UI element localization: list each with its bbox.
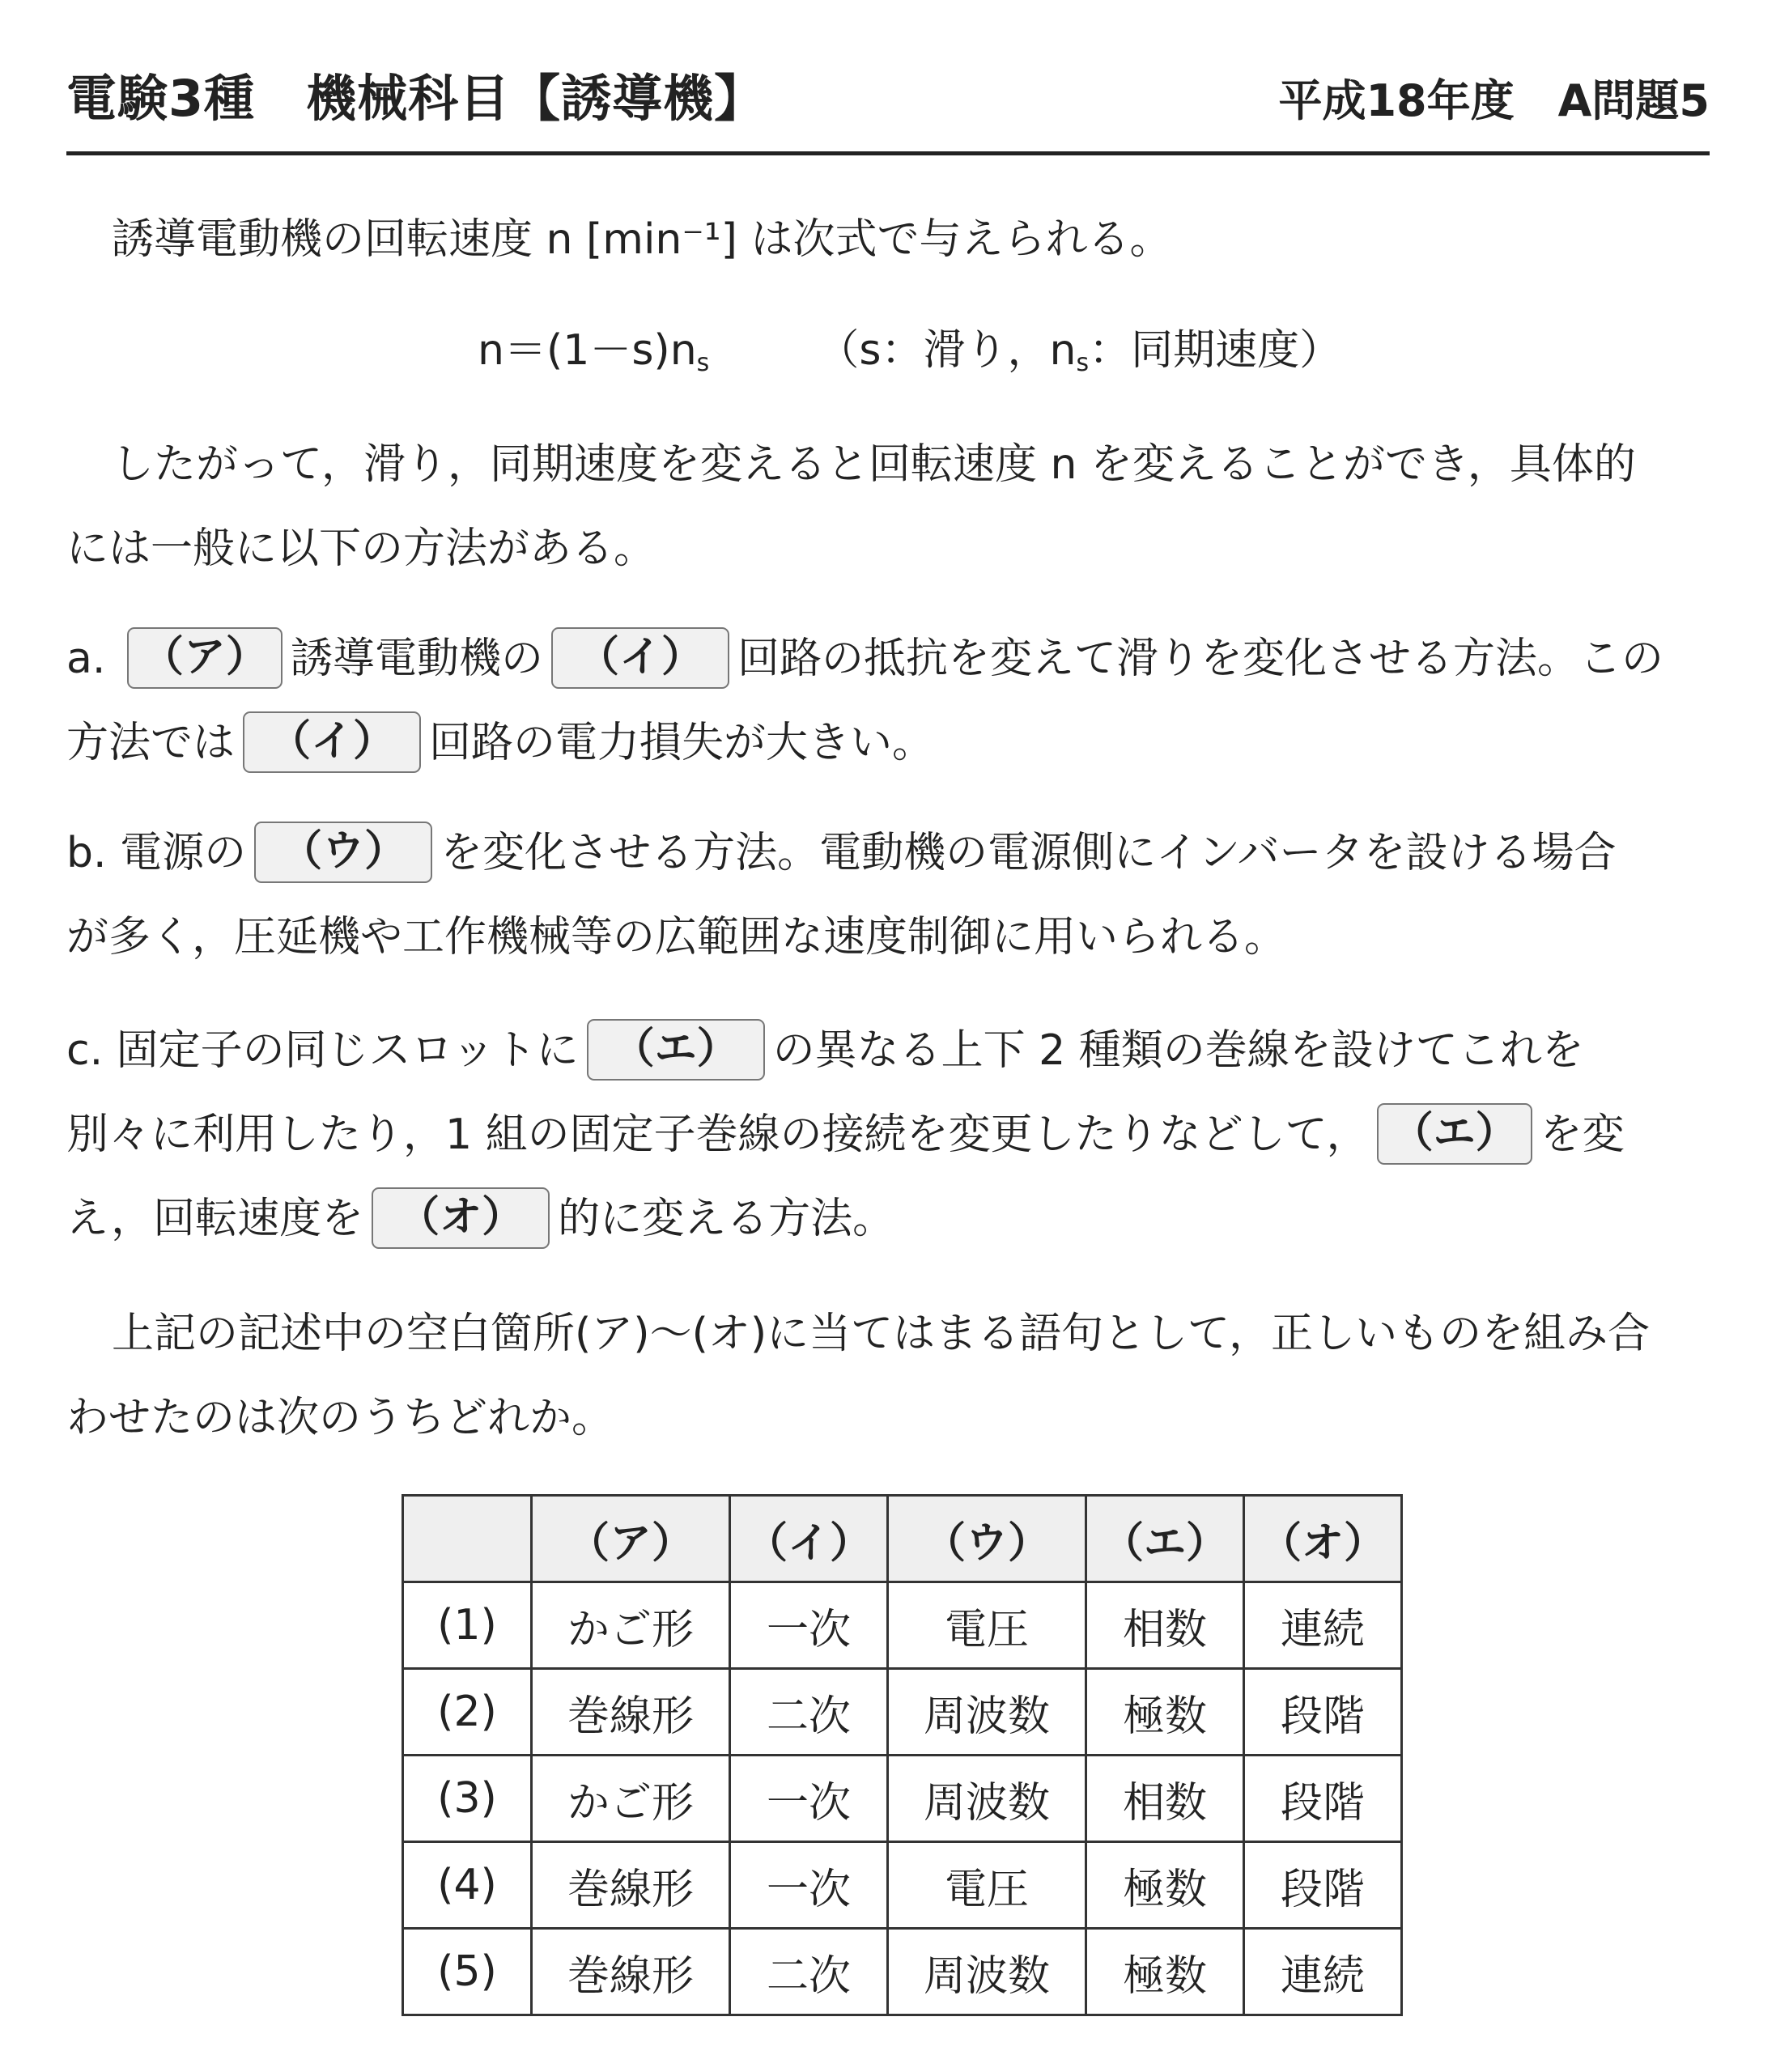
question-line-2: わせたのは次のうちどれか。 — [66, 1394, 614, 1442]
table-cell: かご形 — [532, 1582, 730, 1669]
table-cell: 一次 — [730, 1756, 888, 1842]
item-b-line-2: が多く，圧延機や工作機械等の広範囲な速度制御に用いられる。 — [66, 913, 1286, 962]
table-cell: 一次 — [730, 1582, 888, 1669]
table-row — [403, 1756, 1402, 1842]
table-row — [403, 1582, 1402, 1669]
table-cell: 電圧 — [888, 1582, 1086, 1669]
formula-lhs: n＝(1－s)n — [478, 326, 697, 375]
header-cell-u: （ウ） — [888, 1496, 1086, 1582]
speed-formula — [478, 316, 1341, 377]
table-row — [403, 1842, 1402, 1929]
table-cell: 段階 — [1244, 1669, 1402, 1756]
page-title: 電験3種 機械科目【誘導機】 — [66, 69, 766, 128]
item-c-text-2: 別々に利用したり，1 組の固定子巻線の接続を変更したりなどして， — [66, 1110, 1369, 1159]
table-cell: 周波数 — [888, 1929, 1086, 2015]
formula-note: （s：滑り，n — [817, 326, 1077, 375]
choice-number: (2) — [403, 1669, 532, 1756]
table-cell: 一次 — [730, 1842, 888, 1929]
blank-u: （ウ） — [254, 822, 432, 883]
table-cell: 相数 — [1086, 1582, 1244, 1669]
intro-line: 誘導電動機の回転速度 n [min⁻¹] は次式で与えられる。 — [112, 215, 1172, 264]
formula-note-subscript: s — [1076, 349, 1090, 377]
table-cell: 連続 — [1244, 1929, 1402, 2015]
blank-i-2: （イ） — [243, 711, 421, 773]
table-cell: 連続 — [1244, 1582, 1402, 1669]
blank-a: （ア） — [127, 627, 283, 689]
item-c-line-2 — [66, 1093, 1625, 1177]
item-c-line-3 — [66, 1177, 894, 1261]
choice-number: (3) — [403, 1756, 532, 1842]
header-cell-empty — [403, 1496, 532, 1582]
item-a-line-1 — [66, 617, 1663, 701]
question-line-1: 上記の記述中の空白箇所(ア)～(オ)に当てはまる語句として，正しいものを組み合 — [112, 1310, 1651, 1358]
page-header — [66, 58, 1710, 155]
method-line-1: したがって，滑り，同期速度を変えると回転速度 n を変えることができ，具体的 — [112, 440, 1636, 489]
item-c-prefix: c. 固定子の同じスロットに — [66, 1026, 579, 1075]
blank-i: （イ） — [551, 627, 729, 689]
item-b-prefix: b. 電源の — [66, 829, 247, 877]
header-cell-i: （イ） — [730, 1496, 888, 1582]
item-a-text-4: 回路の電力損失が大きい。 — [429, 719, 935, 767]
table-cell: 巻線形 — [532, 1842, 730, 1929]
item-c-line-1 — [66, 1008, 1584, 1093]
formula-note-close: ：同期速度） — [1089, 326, 1342, 375]
table-cell: 二次 — [730, 1929, 888, 2015]
item-c-text-4: え，回転速度を — [66, 1195, 364, 1243]
blank-e: （エ） — [587, 1019, 765, 1081]
table-cell: 極数 — [1086, 1929, 1244, 2015]
answer-table — [402, 1494, 1403, 2016]
answer-table-header — [403, 1496, 1402, 1582]
blank-o: （オ） — [372, 1187, 550, 1249]
table-cell: 段階 — [1244, 1756, 1402, 1842]
header-cell-o: （オ） — [1244, 1496, 1402, 1582]
table-cell: 段階 — [1244, 1842, 1402, 1929]
choice-number: (5) — [403, 1929, 532, 2015]
item-a-line-2 — [66, 701, 934, 785]
table-cell: 周波数 — [888, 1756, 1086, 1842]
item-a-text-2: 回路の抵抗を変えて滑りを変化させる方法。この — [737, 635, 1663, 683]
item-a-text-3: 方法では — [66, 719, 236, 767]
item-c-text-1: の異なる上下 2 種類の巻線を設けてこれを — [772, 1026, 1584, 1075]
item-a-text-1: 誘導電動機の — [290, 635, 543, 683]
table-cell: 二次 — [730, 1669, 888, 1756]
item-b-line-1 — [66, 811, 1616, 895]
method-line-2: には一般に以下の方法がある。 — [66, 524, 656, 573]
table-row — [403, 1929, 1402, 2015]
formula-lhs-subscript: s — [696, 349, 710, 377]
exam-label: 平成18年度 A問題5 — [1278, 75, 1710, 126]
header-cell-e: （エ） — [1086, 1496, 1244, 1582]
item-b-text-1: を変化させる方法。電動機の電源側にインバータを設ける場合 — [440, 829, 1617, 877]
table-cell: 巻線形 — [532, 1669, 730, 1756]
table-cell: 巻線形 — [532, 1929, 730, 2015]
item-c-text-5: 的に変える方法。 — [558, 1195, 895, 1243]
choice-number: (4) — [403, 1842, 532, 1929]
table-cell: かご形 — [532, 1756, 730, 1842]
choice-number: (1) — [403, 1582, 532, 1669]
table-cell: 周波数 — [888, 1669, 1086, 1756]
item-c-text-3: を変 — [1540, 1110, 1625, 1159]
header-cell-a: （ア） — [532, 1496, 730, 1582]
blank-e-2: （エ） — [1377, 1103, 1532, 1165]
table-cell: 相数 — [1086, 1756, 1244, 1842]
table-cell: 極数 — [1086, 1669, 1244, 1756]
table-cell: 極数 — [1086, 1842, 1244, 1929]
item-a-prefix: a. — [66, 635, 119, 683]
table-row — [403, 1669, 1402, 1756]
table-cell: 電圧 — [888, 1842, 1086, 1929]
